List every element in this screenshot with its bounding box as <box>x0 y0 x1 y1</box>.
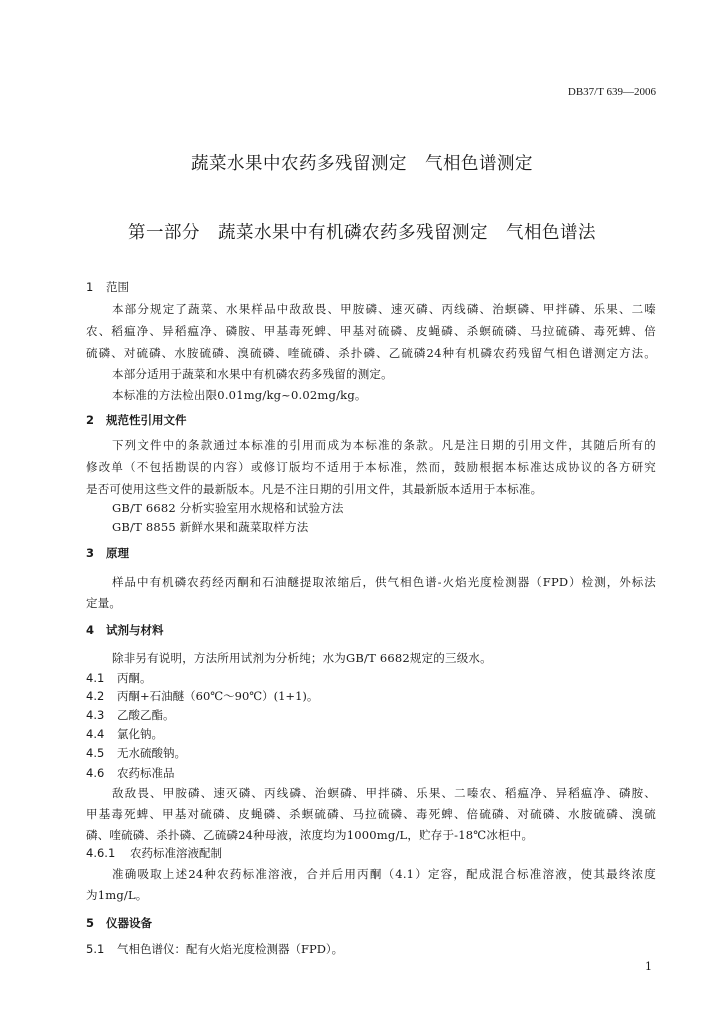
clause-item: 4.5 无水硫酸钠。 <box>86 746 186 760</box>
paragraph-line: 硫磷、对硫磷、水胺硫磷、溴硫磷、喹硫磷、杀扑磷、乙硫磷24种有机磷农药残留气相色谱测定方法。 <box>86 346 656 360</box>
paragraph-line: 农、稻瘟净、异稻瘟净、磷胺、甲基毒死蜱、甲基对硫磷、皮蝇磷、杀螟硫磷、马拉硫磷、毒死蜱、倍 <box>86 324 656 338</box>
paragraph-line: 样品中有机磷农药经丙酮和石油醚提取浓缩后，供气相色谱-火焰光度检测器（FPD）检测，外标法 <box>112 575 656 589</box>
section-number: 1 <box>86 280 94 294</box>
paragraph-line: 磷、喹硫磷、杀扑磷、乙硫磷24种母液，浓度均为1000mg/L，贮存于-18℃冰柜中。 <box>86 828 534 842</box>
section-title: 试剂与材料 <box>106 623 164 637</box>
paragraph-line: 修改单（不包括勘误的内容）或修订版均不适用于本标准，然而，鼓励根据本标准达成协议的各方研究 <box>86 460 656 474</box>
section-heading-principle <box>86 545 129 561</box>
paragraph-line: 本标准的方法检出限0.01mg/kg~0.02mg/kg。 <box>112 388 367 402</box>
standard-number: DB37/T 639—2006 <box>567 86 656 98</box>
clause-item: 4.2 丙酮+石油醚（60℃～90℃）(1+1)。 <box>86 689 319 703</box>
paragraph-line: 本部分适用于蔬菜和水果中有机磷农药多残留的测定。 <box>112 367 393 381</box>
section-heading-reagents <box>86 622 164 638</box>
section-title: 仪器设备 <box>106 916 152 930</box>
section-title: 范围 <box>106 280 129 294</box>
reference-item: GB/T 6682 分析实验室用水规格和试验方法 <box>112 501 344 515</box>
reference-item: GB/T 8855 新鲜水果和蔬菜取样方法 <box>112 520 309 534</box>
paragraph-line: 定量。 <box>86 596 122 610</box>
paragraph-line: 敌敌畏、甲胺磷、速灭磷、丙线磷、治螟磷、甲拌磷、乐果、二嗪农、稻瘟净、异稻瘟净、磷胺、 <box>112 786 656 800</box>
paragraph-line: 为1mg/L。 <box>86 888 148 902</box>
part-title: 第一部分 蔬菜水果中有机磷农药多残留测定 气相色谱法 <box>128 223 596 243</box>
paragraph-line: 下列文件中的条款通过本标准的引用而成为本标准的条款。凡是注日期的引用文件，其随后所有的 <box>112 438 656 452</box>
clause-item: 4.6 农药标准品 <box>86 766 175 780</box>
paragraph-line: 除非另有说明，方法所用试剂为分析纯；水为GB/T 6682规定的三级水。 <box>112 651 492 665</box>
clause-item: 4.1 丙酮。 <box>86 671 152 685</box>
section-number: 5 <box>86 916 95 930</box>
clause-item: 5.1 气相色谱仪：配有火焰光度检测器（FPD）。 <box>86 942 344 956</box>
section-number: 4 <box>86 623 95 637</box>
paragraph-line: 准确吸取上述24种农药标准溶液，合并后用丙酮（4.1）定容，配成混合标准溶液，使其最终浓度 <box>112 867 656 881</box>
page-number: 1 <box>645 960 652 973</box>
section-title: 原理 <box>106 546 129 560</box>
section-heading-scope <box>86 279 129 295</box>
document-title: 蔬菜水果中农药多残留测定 气相色谱测定 <box>191 154 533 174</box>
section-number: 3 <box>86 546 95 560</box>
clause-item: 4.4 氯化钠。 <box>86 727 163 741</box>
section-title: 规范性引用文件 <box>106 413 187 427</box>
paragraph-line: 本部分规定了蔬菜、水果样品中敌敌畏、甲胺磷、速灭磷、丙线磷、治螟磷、甲拌磷、乐果、二嗪 <box>112 302 656 316</box>
section-heading-apparatus <box>86 915 152 931</box>
section-heading-normative-references <box>86 412 187 428</box>
clause-item: 4.3 乙酸乙酯。 <box>86 708 175 722</box>
clause-item: 4.6.1 农药标准溶液配制 <box>86 846 222 860</box>
section-number: 2 <box>86 413 95 427</box>
paragraph-line: 是否可使用这些文件的最新版本。凡是不注日期的引用文件，其最新版本适用于本标准。 <box>86 482 543 496</box>
paragraph-line: 甲基毒死蜱、甲基对硫磷、皮蝇磷、杀螟硫磷、马拉硫磷、毒死蜱、倍硫磷、对硫磷、水胺硫磷、溴硫 <box>86 807 656 821</box>
